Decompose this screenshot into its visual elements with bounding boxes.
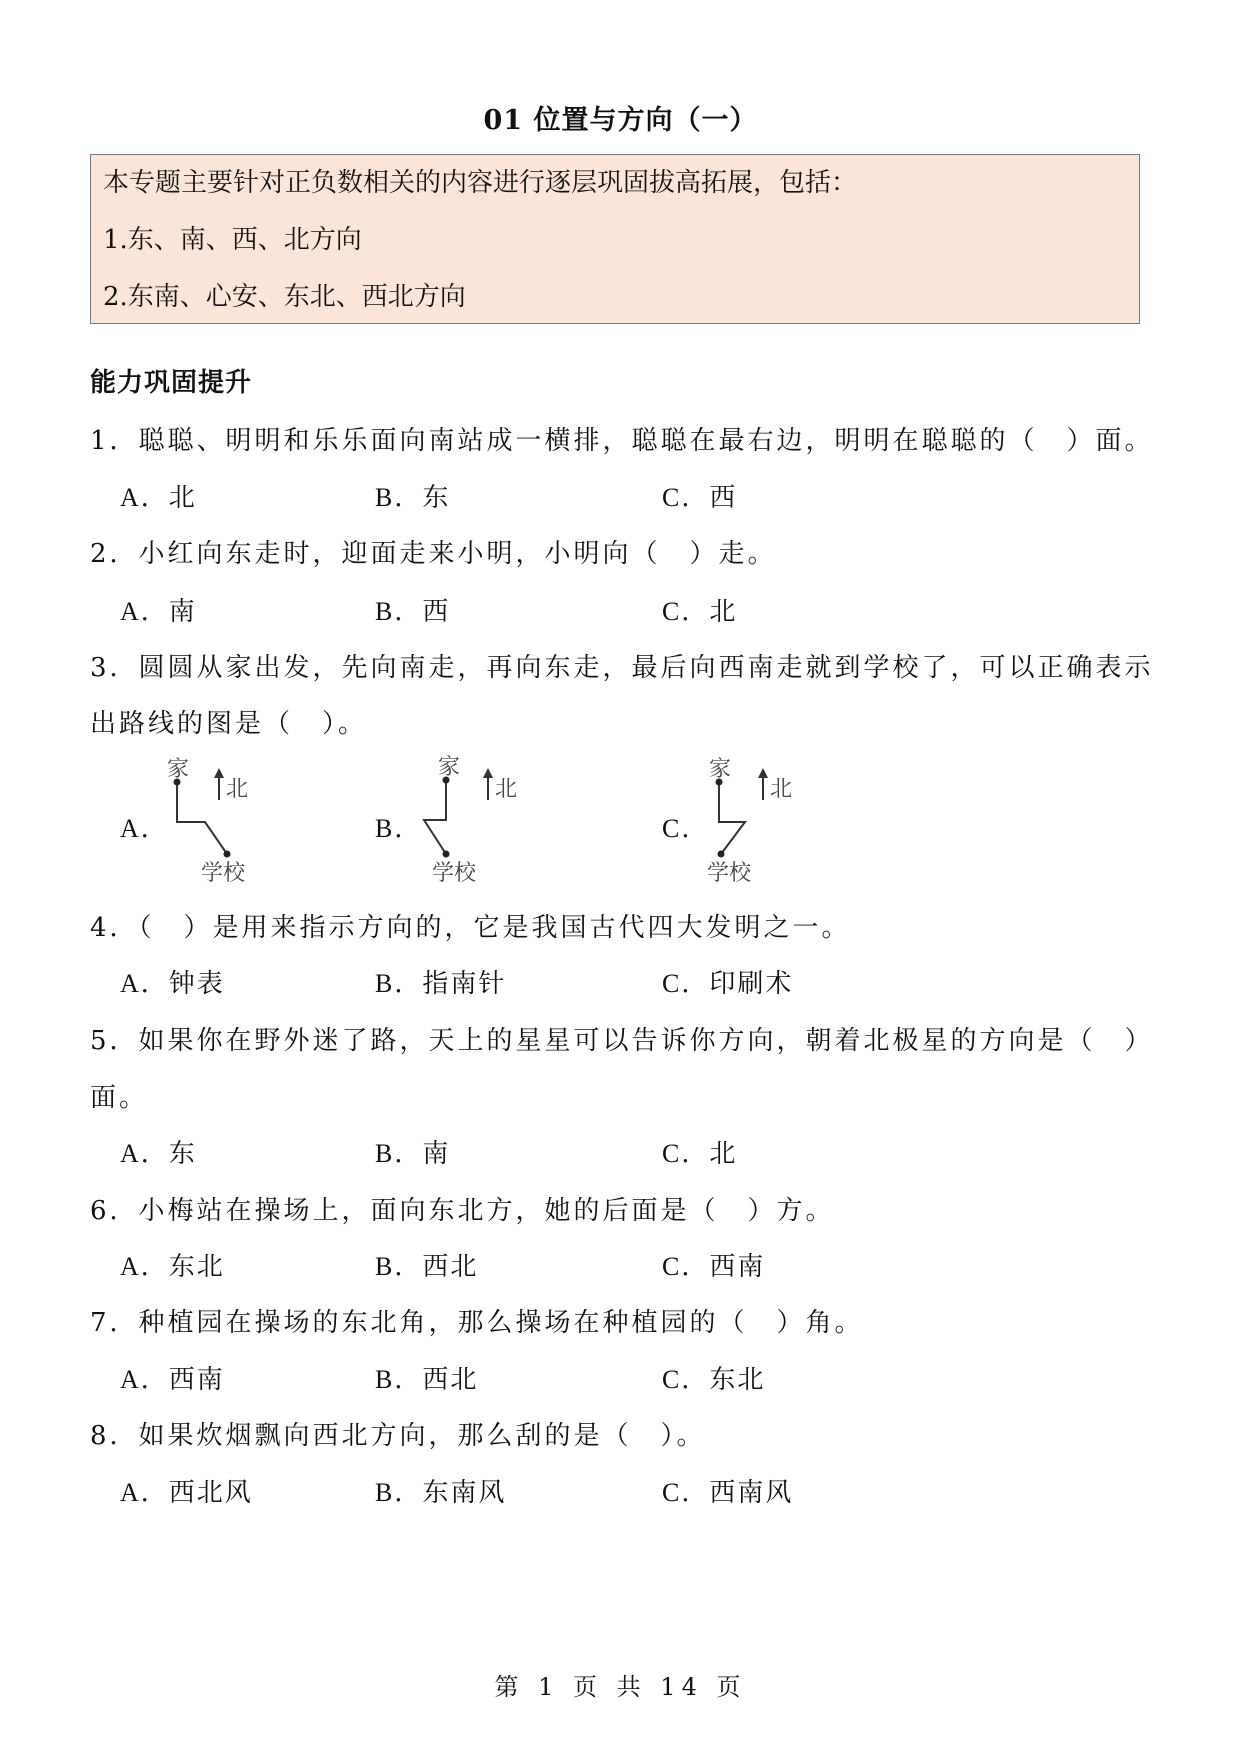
question-5-text: 5．如果你在野外迷了路，天上的星星可以告诉你方向，朝着北极星的方向是（ ） [90,1026,1154,1056]
intro-line: 2.东南、心安、东北、西北方向 [103,282,466,312]
q8-option-b[interactable]: B．东南风 [375,1478,507,1508]
question-3-text-continued: 出路线的图是（ ）。 [90,709,368,739]
q1-option-b[interactable]: B．东 [375,483,451,513]
question-6-text: 6．小梅站在操场上，面向东北方，她的后面是（ ）方。 [90,1196,835,1226]
q4-option-c[interactable]: C．印刷术 [662,969,794,999]
question-2-text: 2．小红向东走时，迎面走来小明，小明向（ ）走。 [90,539,777,569]
q1-option-a[interactable]: A．北 [120,483,197,513]
route-diagram-b [420,752,560,892]
q6-option-b[interactable]: B．西北 [375,1252,479,1282]
route-diagram-a [165,752,305,892]
question-8-text: 8．如果炊烟飘向西北方向，那么刮的是（ ）。 [90,1421,706,1451]
question-1-text: 1．聪聪、明明和乐乐面向南站成一横排，聪聪在最右边，明明在聪聪的（ ）面。 [90,426,1154,456]
q1-option-c[interactable]: C．西 [662,483,738,513]
q2-option-a[interactable]: A．南 [120,597,197,627]
q4-option-a[interactable]: A．钟表 [120,969,225,999]
home-label: 家 [709,757,732,782]
q6-option-c[interactable]: C．西南 [662,1252,766,1282]
q5-option-b[interactable]: B．南 [375,1139,451,1169]
question-3-text: 3．圆圆从家出发，先向南走，再向东走，最后向西南走就到学校了，可以正确表示 [90,653,1154,683]
home-label: 家 [438,755,461,780]
question-7-text: 7．种植园在操场的东北角，那么操场在种植园的（ ）角。 [90,1308,864,1338]
home-label: 家 [167,757,190,782]
q3-option-a[interactable]: A． [120,814,169,843]
q3-option-c[interactable]: C． [662,814,710,843]
q4-option-b[interactable]: B．指南针 [375,969,507,999]
page-title: 01 位置与方向（一） [483,105,758,136]
q7-option-c[interactable]: C．东北 [662,1365,766,1395]
route-diagram-c [705,752,845,892]
school-label: 学校 [707,861,752,886]
q7-option-b[interactable]: B．西北 [375,1365,479,1395]
page-footer: 第 1 页 共 14 页 [494,1673,747,1701]
q8-option-c[interactable]: C．西南风 [662,1478,794,1508]
school-label: 学校 [432,861,477,886]
north-label: 北 [770,777,793,802]
intro-line: 1.东、南、西、北方向 [103,225,362,255]
intro-box [90,154,1140,324]
q8-option-a[interactable]: A．西北风 [120,1478,253,1508]
intro-line: 本专题主要针对正负数相关的内容进行逐层巩固拔高拓展，包括： [103,168,858,198]
q5-option-a[interactable]: A．东 [120,1139,197,1169]
q6-option-a[interactable]: A．东北 [120,1252,225,1282]
question-5-text-continued: 面。 [90,1083,149,1113]
school-label: 学校 [201,861,246,886]
q5-option-c[interactable]: C．北 [662,1139,738,1169]
north-label: 北 [495,777,518,802]
section-title: 能力巩固提升 [90,368,253,398]
question-4-text: 4．（ ）是用来指示方向的，它是我国古代四大发明之一。 [90,913,851,943]
q3-option-b[interactable]: B． [375,814,423,843]
q7-option-a[interactable]: A．西南 [120,1365,225,1395]
q2-option-c[interactable]: C．北 [662,597,738,627]
north-label: 北 [226,777,249,802]
q2-option-b[interactable]: B．西 [375,597,451,627]
